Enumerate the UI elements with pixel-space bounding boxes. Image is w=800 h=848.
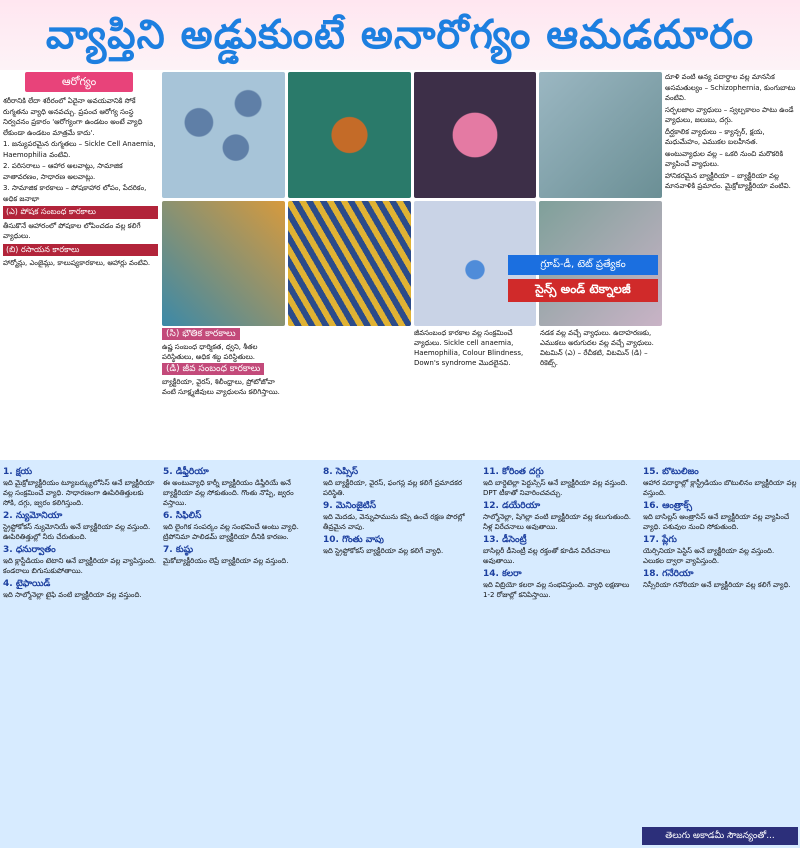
disease-heading: 11. కోరింత దగ్గు — [483, 467, 544, 477]
disease-heading: 12. డయేరియా — [483, 501, 541, 511]
disease-text: నిస్సీరియా గనోరియా అనే బ్యాక్టీరియా వల్ల కలిగే వ్యాధి. — [643, 581, 791, 589]
disease-heading: 6. సిఫిలిస్ — [163, 511, 202, 521]
mid-text: నడక వల్ల వచ్చే వ్యాధులు. ఉదాహరణకు, ఎముకలు అరుగుదల వల్ల వచ్చే వ్యాధులు. విటమిన్ (ఎ) – రేచీకటి, విటమిన్ (డి) – రికెట్స్. — [540, 329, 654, 367]
disease-text: ఇది స్ట్రెప్టోకోకస్ బ్యాక్టీరియా వల్ల కలిగే వ్యాధి. — [323, 547, 444, 555]
disease-col-4 — [483, 464, 637, 844]
group-banner: గ్రూప్-డీ, టెట్ ప్రత్యేకం — [508, 255, 658, 275]
disease-text: యెర్సినియా పెస్టిస్ అనే బ్యాక్టీరియా వల్ల వస్తుంది. ఎలుకల ద్వారా వ్యాపిస్తుంది. — [643, 547, 775, 565]
disease-heading: 2. న్యుమోనియా — [3, 511, 63, 521]
section-a-text: తీసుకొనే ఆహారంలో పోషకాల లోపించడం వల్ల కలిగే వ్యాధులు. — [3, 221, 141, 240]
disease-text: ఇది క్లాస్టీడియం టెటాని అనే బ్యాక్టీరియా వల్ల వ్యాపిస్తుంది. కండరాలు బిగుసుకుపోతాయి. — [3, 557, 157, 575]
disease-heading: 16. ఆంత్రాక్స్ — [643, 501, 693, 511]
section-d-text: బ్యాక్టీరియా, వైరస్, శిలీంధ్రాలు, ప్రోటోజోవా వంటి సూక్ష్మజీవులు వ్యాధులను కలిగిస్తాయి. — [162, 378, 280, 396]
disease-text: ఇది విబ్రియో కలరా వల్ల సంభవిస్తుంది. వ్యాధి లక్షణాలు 1-2 రోజుల్లో కనిపిస్తాయి. — [483, 581, 630, 599]
right-text: హానికరమైన బ్యాక్టీరియా – బ్యాక్టీరియా వల్ల మానవాళికి ప్రమాదం. మైక్రోబ్యాక్టీరియా వంటివి. — [665, 171, 791, 190]
disease-text: ఇది మైక్రోబ్యాక్టీరియం ట్యూబర్క్యులోసిస్ అనే బ్యాక్టీరియా వల్ల సంక్రమించే వ్యాధి. సాధారణంగా ఊపిరితిత్తులకు సోకి, దగ్గు, జ్వరం కలిగిస్తుంది. — [3, 479, 155, 507]
disease-col-1 — [3, 464, 157, 844]
disease-heading: 4. టైఫాయిడ్ — [3, 579, 51, 589]
credit-line: తెలుగు అకాడమీ సౌజన్యంతో... — [642, 827, 798, 845]
headline-banner — [0, 0, 800, 70]
science-banner: సైన్స్ అండ్ టెక్నాలజీ — [508, 279, 658, 302]
disease-text: ఇది బ్యాక్టీరియా, వైరస్, ఫంగస్ల వల్ల కలిగే ప్రమాదకర పరిస్థితి. — [323, 479, 463, 497]
disease-heading: 9. మెనింజైటిస్ — [323, 501, 377, 511]
left-column — [3, 96, 158, 270]
microbe-photo — [288, 72, 411, 198]
point-3: 3. సామాజిక కారకాలు – పోషకాహార లోపం, పేదరికం, అధిక జనాభా — [3, 184, 147, 203]
right-column — [665, 72, 797, 193]
disease-list — [3, 464, 797, 844]
microbe-photo — [162, 72, 285, 198]
mid-text: జీవసంబంధ కారకాల వల్ల సంక్రమించే వ్యాధులు. Sickle cell anaemia, Haemophilia, Colour Blindness, Down's syndrome మొదలైనవి. — [414, 329, 524, 367]
disease-heading: 17. ప్లేగు — [643, 535, 677, 545]
disease-heading: 15. బొటులిజం — [643, 467, 699, 477]
disease-heading: 10. గొంతు వాపు — [323, 535, 384, 545]
section-b-text: హార్మోన్లు, ఎంజైమ్లు, కాలుష్యకారకాలు, ఆహార్లు వంటివి. — [3, 259, 151, 267]
right-text: దీర్ఘకాలిక వ్యాధులు – క్యాన్సర్, క్షయ, మధుమేహం, ఎముకల బలహీనత. — [665, 127, 765, 146]
disease-heading: 7. కుష్ఠు — [163, 545, 194, 555]
disease-heading: 1. క్షయ — [3, 467, 33, 477]
disease-heading: 18. గనేరియా — [643, 569, 694, 579]
section-tag: ఆరోగ్యం — [25, 72, 133, 92]
disease-text: స్ట్రెప్టోకోకస్ న్యుమోనియే అనే బ్యాక్టీరియా వల్ల వస్తుంది. ఊపిరితిత్తుల్లో నీరు చేరుతుంది. — [3, 523, 151, 541]
disease-text: ఇది మెదడు, వెన్నుపామును కప్పి ఉంచే రక్షణ పొరల్లో తీవ్రమైన వాపు. — [323, 513, 465, 531]
point-2: 2. పరిసరాలు – ఆహార అలవాట్లు, సామాజిక వాతావరణం, సాధారణ అలవాట్లు. — [3, 162, 123, 181]
mid-col-1 — [162, 328, 284, 458]
section-c-heading: (సి) భౌతిక కారకాలు — [162, 328, 240, 340]
microbe-photo — [539, 72, 662, 198]
disease-text: ఆహార పదార్థాల్లో క్లాస్ట్రీడియం బొటులినం బ్యాక్టీరియా వల్ల వస్తుంది. — [643, 479, 797, 497]
disease-heading: 13. డీసెంట్రీ — [483, 535, 527, 545]
mid-col-4 — [540, 328, 662, 458]
microbe-photo — [288, 201, 411, 327]
section-c-text: ఉష్ణ సంబంధ ధార్మికత, ధ్వని, శీతల పరిస్థితులు, అధిక శబ్ద పరిస్థితులు. — [162, 343, 258, 361]
disease-heading: 3. ధనుర్వాతం — [3, 545, 56, 555]
disease-text: ఈ అంటువ్యాధి కార్నీ బ్యాక్టీరియం డిఫ్తీరియే అనే బ్యాక్టీరియా వల్ల సోకుతుంది. గొంతు నొప్పి, జ్వరం వస్తాయి. — [163, 479, 294, 507]
section-a-heading: (ఎ) పోషక సంబంధ కారకాలు — [3, 206, 158, 219]
page-title: వ్యాప్తిని అడ్డుకుంటే అనారోగ్యం ఆమడదూరం — [45, 12, 755, 58]
microbe-photo — [162, 201, 285, 327]
disease-col-2 — [163, 464, 317, 844]
section-b-heading: (బి) రసాయన కారకాలు — [3, 244, 158, 257]
disease-text: బాసిల్లరీ డీసెంట్రీ వల్ల రక్తంతో కూడిన విరేచనాలు అవుతాయి. — [483, 547, 611, 565]
mid-col-2 — [288, 328, 410, 458]
disease-text: ఇది లైంగిక సంపర్కం వల్ల సంభవించే అంటు వ్యాధి. ట్రిపోనిమా పాలిడమ్ బ్యాక్టీరియా దీనికి కారణం. — [163, 523, 299, 541]
mid-col-3 — [414, 328, 536, 458]
disease-heading: 8. సెప్సిస్ — [323, 467, 359, 477]
point-1: 1. జన్యుపరమైన రుగ్మతలు – Sickle Cell Anaemia, Haemophilia వంటివి. — [3, 140, 156, 159]
disease-heading: 5. డిఫ్తీరియా — [163, 467, 209, 477]
mid-text-block — [162, 328, 662, 458]
microbe-photo — [414, 72, 537, 198]
intro-text: శరీరానికి లేదా శరీరంలో ఏదైనా అవయవానికి సోకే రుగ్మతను వ్యాధి అనవచ్చు. ప్రపంచ ఆరోగ్య సంస్థ నిర్వచనం ప్రకారం 'ఆరోగ్యంగా ఉండటం అంటే వ్యాధి లేకుండా ఉండటం మాత్రమే కాదు'. — [3, 97, 143, 137]
disease-text: ఇది బాసిల్లస్ ఆంత్రాసిస్ అనే బ్యాక్టీరియా వల్ల వ్యాపించే వ్యాధి. పశువుల నుంచి సోకుతుంది. — [643, 513, 790, 531]
disease-heading: 14. కలరా — [483, 569, 522, 579]
right-text: అంటువ్యాధుల వల్ల – ఒకరి నుంచి మరొకరికి వ్యాపించే వ్యాధులు. — [665, 149, 784, 168]
disease-col-5 — [643, 464, 797, 844]
right-text: దూళి వంటి అన్య పదార్థాల వల్ల మానసిక అసమతుల్యం – Schizophernia, కుంగుబాటు వంటివి. — [665, 73, 796, 102]
disease-text: సాల్మోనెల్లా, షిగెల్లా వంటి బ్యాక్టీరియా వల్ల కలుగుతుంది. నీళ్ల విరేచనాలు అవుతాయి. — [483, 513, 631, 531]
disease-text: ఇది బార్డెటెల్లా పెర్టుస్సిస్ అనే బ్యాక్టీరియా వల్ల వస్తుంది. DPT టీకాతో నివారించవచ్చు. — [483, 479, 628, 497]
right-text: సర్ఫలజాల వ్యాధులు – స్వల్పకాలం పాటు ఉండే వ్యాధులు, జలుబు, దగ్గు. — [665, 105, 794, 124]
disease-text: మైకోబ్యాక్టీరియం లెప్రే బ్యాక్టీరియా వల్ల వస్తుంది. — [163, 557, 289, 565]
disease-col-3 — [323, 464, 477, 844]
section-d-heading: (డి) జీవ సంబంధ కారకాలు — [162, 363, 264, 375]
disease-text: ఇది సాల్మోనెల్లా టైఫి వంటి బ్యాక్టీరియా వల్ల వస్తుంది. — [3, 591, 142, 599]
